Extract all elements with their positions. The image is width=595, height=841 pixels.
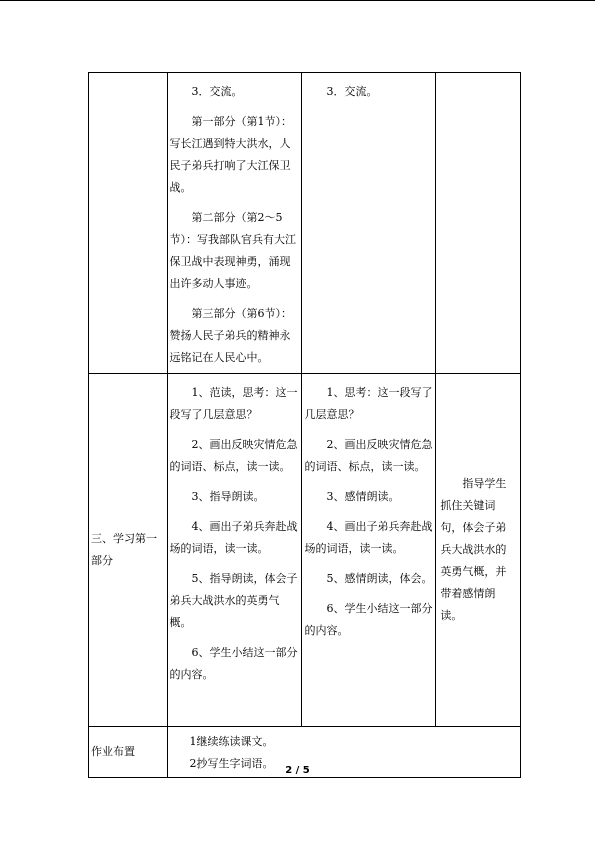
design-note: 指导学生抓住关键词句，体会子弟兵大战洪水的英勇气概，并带着感情朗读。 (440, 477, 507, 622)
design-note-cell (436, 374, 521, 727)
teacher-activity-cell (167, 73, 302, 374)
student-step: 5、感情朗读，体会。 (326, 572, 433, 585)
teacher-activity-cell (167, 374, 302, 727)
homework-label: 作业布置 (89, 727, 168, 778)
homework-item: 1继续练读课文。 (189, 735, 274, 748)
stage-label: 三、学习第一部分 (91, 532, 157, 567)
teacher-step: 2、画出反映灾情危急的词语、标点，读一读。 (169, 438, 298, 473)
teacher-step: 3、指导朗读。 (191, 490, 265, 503)
header-rule (0, 0, 595, 1)
teacher-step: 6、学生小结这一部分的内容。 (169, 646, 298, 681)
student-step: 1、思考：这一段写了几层意思？ (304, 386, 433, 421)
teacher-step: 1、范读，思考：这一段写了几层意思？ (169, 386, 298, 421)
student-step: 2、画出反映灾情危急的词语、标点，读一读。 (304, 438, 433, 473)
teacher-step: 4、画出子弟兵奔赴战场的词语，读一读。 (169, 520, 298, 555)
lesson-plan-table (88, 72, 521, 778)
homework-item: 2抄写生字词语。 (189, 757, 274, 770)
part-two-text: 第二部分（第2～5节）：写我部队官兵有大江保卫战中表现神勇，涌现出许多动人事迹。 (169, 211, 297, 290)
student-step: 6、学生小结这一部分的内容。 (304, 602, 433, 637)
stage-cell (89, 374, 168, 727)
teacher-heading: 3．交流。 (191, 85, 243, 98)
student-activity-cell (302, 374, 436, 727)
table-row (89, 374, 521, 727)
part-one-text: 第一部分（第1节）：写长江遇到特大洪水，人民子弟兵打响了大江保卫战。 (169, 115, 293, 194)
student-activity-cell (302, 73, 436, 374)
student-step: 4、画出子弟兵奔赴战场的词语，读一读。 (304, 520, 433, 555)
part-three-text: 第三部分（第6节）：赞扬人民子弟兵的精神永远铭记在人民心中。 (169, 307, 293, 364)
note-cell-empty (436, 73, 521, 374)
teacher-step: 5、指导朗读，体会子弟兵大战洪水的英勇气概。 (169, 572, 298, 629)
table-row (89, 73, 521, 374)
page-number: 2 / 5 (285, 765, 310, 776)
student-heading: 3．交流。 (326, 85, 378, 98)
student-step: 3、感情朗读。 (326, 490, 400, 503)
stage-cell-empty (89, 73, 168, 374)
